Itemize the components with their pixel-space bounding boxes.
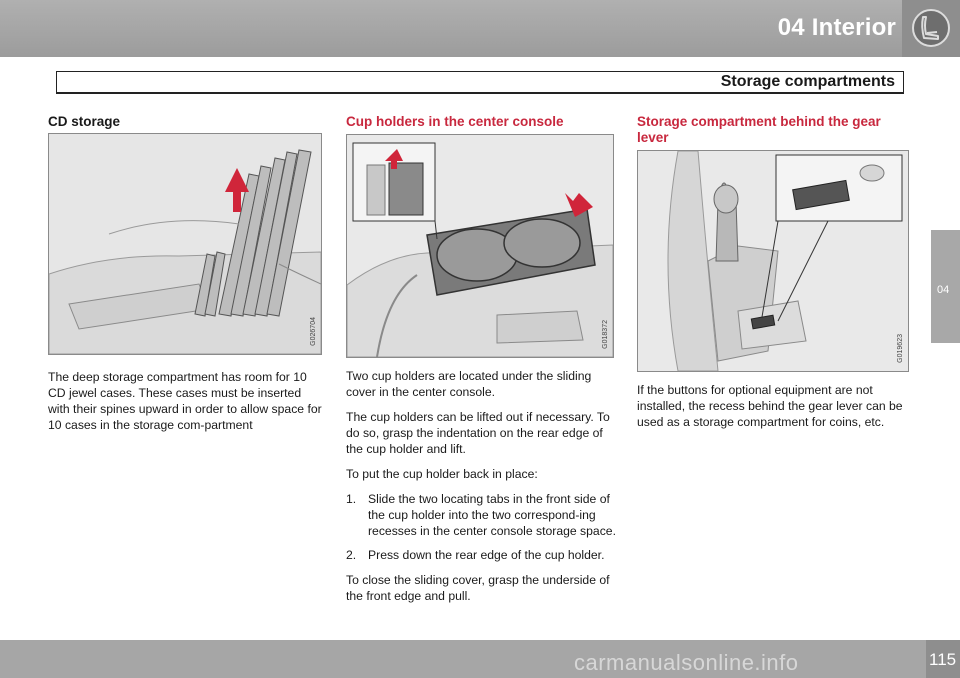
paragraph: To close the sliding cover, grasp the underside of the front edge and pull. (346, 573, 610, 603)
column-cd-storage (48, 114, 322, 442)
seat-icon (911, 8, 951, 48)
footer-band (0, 640, 960, 678)
paragraph: To put the cup holder back in place: (346, 467, 538, 481)
cup-holder-illustration (347, 135, 613, 357)
page-number: 115 (929, 650, 957, 669)
figure-cd-storage (48, 133, 322, 355)
chapter-title: 04 Interior (777, 14, 896, 41)
section-title: Storage compartments (720, 73, 895, 90)
figure-code: G019623 (897, 334, 904, 363)
side-tab-label: 04 (937, 284, 950, 296)
figure-code: G018372 (602, 320, 609, 349)
chapter-icon-box (902, 0, 960, 57)
paragraph: The deep storage compartment has room for 10 CD jewel cases. These cases must be inserted with their spines upward in order to allow space for 10 cases in the storage com-partment (48, 370, 322, 432)
paragraph: If the buttons for optional equipment are not installed, the recess behind the gear lever can be used as a storage compartment for coins, etc. (637, 383, 903, 429)
step-number: 2. (346, 548, 357, 562)
column-gear-storage (637, 114, 911, 439)
heading-cd-storage: CD storage (48, 114, 121, 129)
step-number: 1. (346, 492, 357, 506)
steps-list (346, 491, 620, 563)
column-cup-holders (346, 114, 620, 613)
paragraph: Two cup holders are located under the sliding cover in the center console. (346, 369, 592, 399)
figure-code: G026704 (310, 317, 317, 346)
section-bar (56, 71, 904, 94)
heading-cup-holders: Cup holders in the center console (346, 114, 564, 129)
watermark: carmanualsonline.info (574, 650, 799, 675)
figure-cup-holders (346, 134, 614, 358)
list-item (346, 491, 620, 539)
heading-gear-storage: Storage compartment behind the gear lever (637, 114, 881, 145)
gear-storage-illustration (638, 151, 908, 371)
figure-gear-storage (637, 150, 909, 372)
step-text: Press down the rear edge of the cup holder. (368, 548, 605, 562)
chapter-side-tab[interactable] (931, 230, 960, 343)
step-text: Slide the two locating tabs in the front side of the cup holder into the two correspond-ing recesses in the center console storage space. (368, 492, 616, 538)
cd-storage-illustration (49, 134, 321, 354)
paragraph: The cup holders can be lifted out if necessary. To do so, grasp the indentation on the rear edge of the cup holder and lift. (346, 410, 610, 456)
page-number-box (926, 640, 960, 678)
list-item (346, 547, 620, 563)
